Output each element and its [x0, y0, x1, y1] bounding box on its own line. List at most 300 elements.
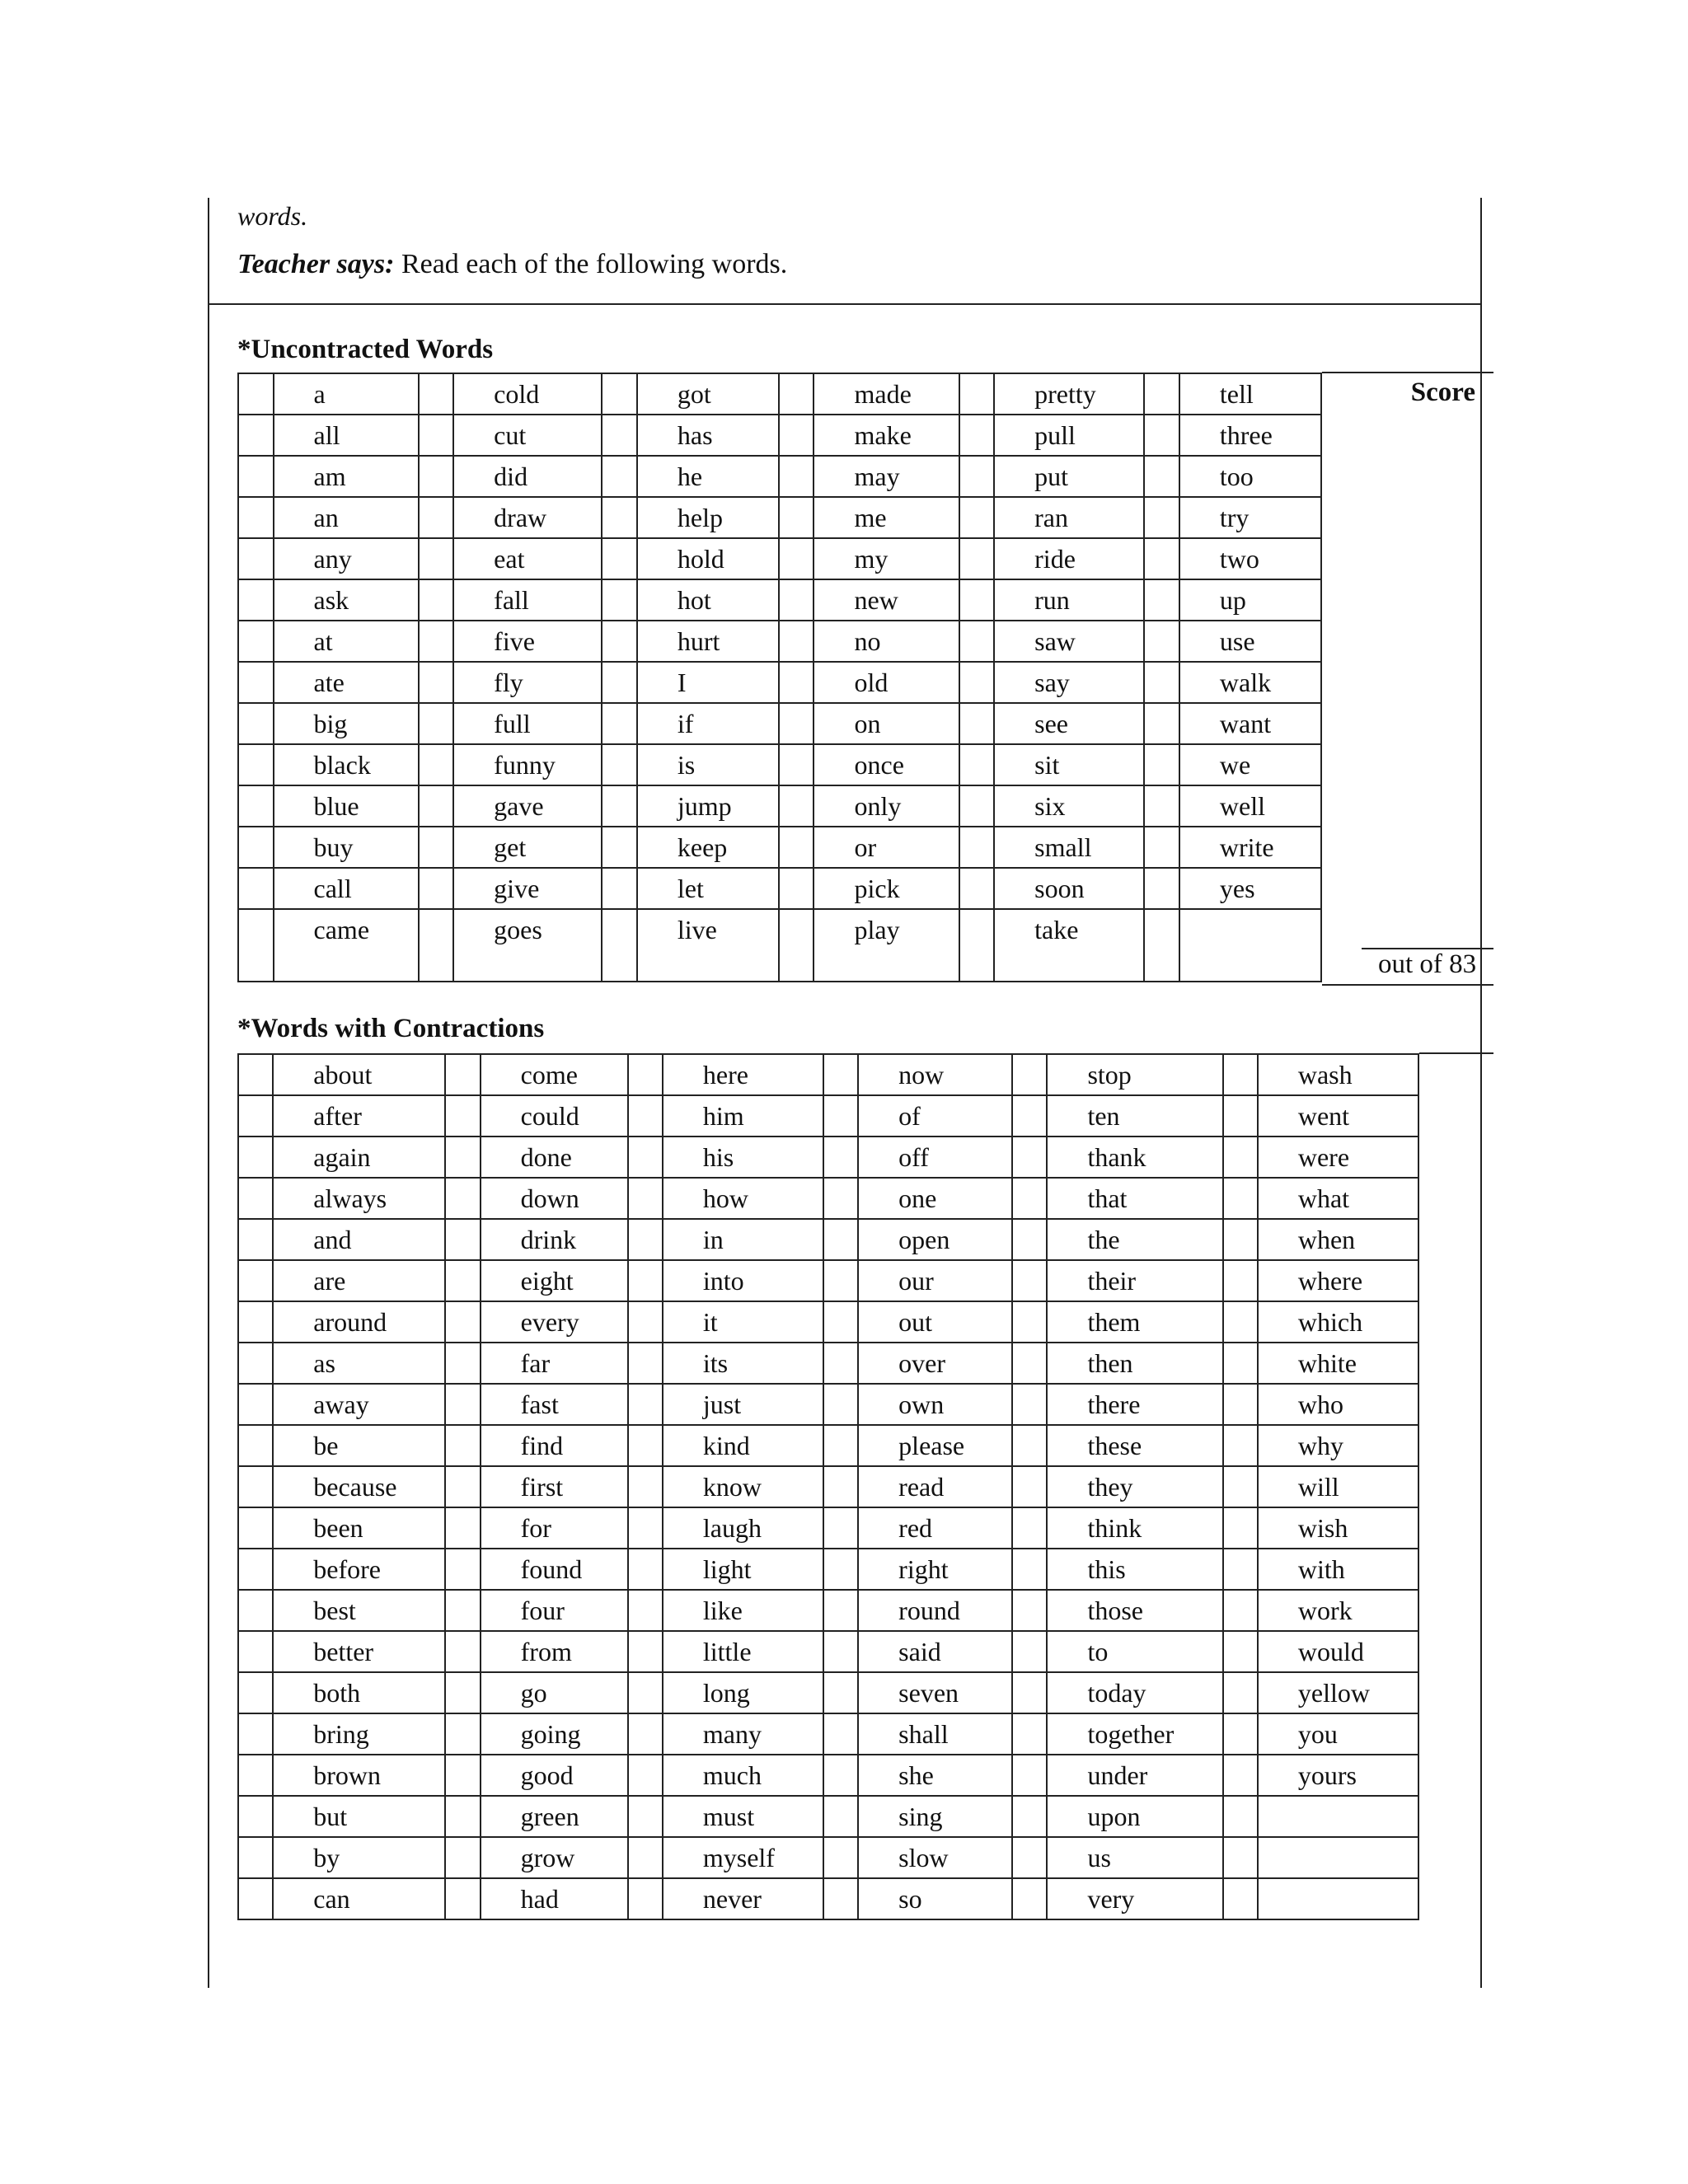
checkbox-cell[interactable] — [238, 373, 274, 415]
checkbox-cell[interactable] — [1223, 1343, 1258, 1384]
checkbox-cell[interactable] — [1144, 662, 1179, 703]
word-cell: is — [637, 744, 779, 785]
checkbox-cell[interactable] — [628, 1507, 663, 1549]
word-cell: put — [994, 456, 1144, 497]
checkbox-cell[interactable] — [823, 1466, 858, 1507]
checkbox-cell[interactable] — [238, 1343, 273, 1384]
word-cell: be — [273, 1425, 445, 1466]
checkbox-cell[interactable] — [238, 868, 274, 909]
checkbox-cell[interactable] — [1144, 868, 1179, 909]
word-cell: its — [663, 1343, 823, 1384]
checkbox-cell[interactable] — [445, 1507, 480, 1549]
word-cell: would — [1258, 1631, 1418, 1672]
checkbox-cell[interactable] — [628, 1137, 663, 1178]
checkbox-cell[interactable] — [238, 1713, 273, 1755]
checkbox-cell[interactable] — [1223, 1549, 1258, 1590]
checkbox-cell[interactable] — [1223, 1178, 1258, 1219]
checkbox-cell[interactable] — [419, 827, 454, 868]
checkbox-cell[interactable] — [1223, 1260, 1258, 1301]
word-cell: today — [1047, 1672, 1222, 1713]
checkbox-cell[interactable] — [1144, 538, 1179, 579]
checkbox-cell[interactable] — [628, 1219, 663, 1260]
word-cell: cold — [453, 373, 602, 415]
checkbox-cell[interactable] — [238, 1878, 273, 1919]
checkbox-cell[interactable] — [238, 621, 274, 662]
checkbox-cell[interactable] — [1223, 1466, 1258, 1507]
checkbox-cell[interactable] — [419, 456, 454, 497]
checkbox-cell[interactable] — [628, 1054, 663, 1095]
uncontracted-table-row — [238, 909, 1321, 982]
word-cell: help — [637, 497, 779, 538]
checkbox-cell[interactable] — [959, 621, 995, 662]
word-cell: ask — [274, 579, 419, 621]
checkbox-cell[interactable] — [445, 1178, 480, 1219]
checkbox-cell[interactable] — [1223, 1796, 1258, 1837]
checkbox-cell[interactable] — [238, 1301, 273, 1343]
checkbox-cell[interactable] — [238, 538, 274, 579]
checkbox-cell[interactable] — [823, 1878, 858, 1919]
checkbox-cell[interactable] — [1012, 1878, 1047, 1919]
checkbox-cell[interactable] — [1144, 456, 1179, 497]
checkbox-cell[interactable] — [959, 497, 995, 538]
word-cell: when — [1258, 1219, 1418, 1260]
checkbox-cell[interactable] — [823, 1837, 858, 1878]
word-cell: there — [1047, 1384, 1222, 1425]
checkbox-cell[interactable] — [445, 1878, 480, 1919]
word-cell — [1258, 1837, 1418, 1878]
checkbox-cell[interactable] — [779, 868, 814, 909]
checkbox-cell[interactable] — [823, 1301, 858, 1343]
contractions-table-row — [238, 1425, 1418, 1466]
checkbox-cell[interactable] — [1012, 1054, 1047, 1095]
word-cell: keep — [637, 827, 779, 868]
checkbox-cell[interactable] — [1144, 373, 1179, 415]
word-cell: ate — [274, 662, 419, 703]
checkbox-cell[interactable] — [602, 785, 637, 827]
checkbox-cell[interactable] — [779, 744, 814, 785]
word-cell: came — [274, 909, 419, 982]
checkbox-cell[interactable] — [238, 827, 274, 868]
checkbox-cell[interactable] — [238, 1466, 273, 1507]
checkbox-cell[interactable] — [445, 1425, 480, 1466]
word-cell: said — [858, 1631, 1012, 1672]
checkbox-cell[interactable] — [238, 1260, 273, 1301]
word-cell: I — [637, 662, 779, 703]
word-cell — [1179, 909, 1321, 982]
word-cell: which — [1258, 1301, 1418, 1343]
checkbox-cell[interactable] — [959, 744, 995, 785]
checkbox-cell[interactable] — [238, 1425, 273, 1466]
checkbox-cell[interactable] — [238, 1384, 273, 1425]
checkbox-cell[interactable] — [628, 1095, 663, 1137]
checkbox-cell[interactable] — [1012, 1219, 1047, 1260]
uncontracted-words-heading: *Uncontracted Words — [237, 335, 494, 364]
word-cell: fall — [453, 579, 602, 621]
checkbox-cell[interactable] — [419, 579, 454, 621]
checkbox-cell[interactable] — [602, 744, 637, 785]
checkbox-cell[interactable] — [779, 415, 814, 456]
word-cell: once — [814, 744, 959, 785]
word-cell: hurt — [637, 621, 779, 662]
checkbox-cell[interactable] — [1223, 1878, 1258, 1919]
word-cell: a — [274, 373, 419, 415]
word-cell: around — [273, 1301, 445, 1343]
checkbox-cell[interactable] — [959, 415, 995, 456]
checkbox-cell[interactable] — [238, 1054, 273, 1095]
checkbox-cell[interactable] — [238, 1796, 273, 1837]
intro-continuation: words. — [237, 201, 308, 231]
word-cell: new — [814, 579, 959, 621]
word-cell — [1258, 1796, 1418, 1837]
word-cell: again — [273, 1137, 445, 1178]
checkbox-cell[interactable] — [1144, 703, 1179, 744]
checkbox-cell[interactable] — [445, 1219, 480, 1260]
checkbox-cell[interactable] — [1144, 579, 1179, 621]
word-cell: live — [637, 909, 779, 982]
checkbox-cell[interactable] — [959, 703, 995, 744]
checkbox-cell[interactable] — [445, 1301, 480, 1343]
word-cell: sit — [994, 744, 1144, 785]
word-cell: wish — [1258, 1507, 1418, 1549]
checkbox-cell[interactable] — [238, 744, 274, 785]
word-cell: under — [1047, 1755, 1222, 1796]
checkbox-cell[interactable] — [779, 456, 814, 497]
word-cell: try — [1179, 497, 1321, 538]
page-frame-left-border — [208, 198, 209, 1988]
checkbox-cell[interactable] — [1144, 497, 1179, 538]
checkbox-cell[interactable] — [959, 827, 995, 868]
checkbox-cell[interactable] — [628, 1672, 663, 1713]
checkbox-cell[interactable] — [628, 1549, 663, 1590]
checkbox-cell[interactable] — [238, 1755, 273, 1796]
checkbox-cell[interactable] — [628, 1878, 663, 1919]
checkbox-cell[interactable] — [1223, 1219, 1258, 1260]
checkbox-cell[interactable] — [238, 456, 274, 497]
checkbox-cell[interactable] — [238, 497, 274, 538]
checkbox-cell[interactable] — [445, 1384, 480, 1425]
checkbox-cell[interactable] — [959, 662, 995, 703]
checkbox-cell[interactable] — [628, 1343, 663, 1384]
checkbox-cell[interactable] — [238, 579, 274, 621]
word-cell: at — [274, 621, 419, 662]
word-cell: run — [994, 579, 1144, 621]
uncontracted-table-row — [238, 373, 1321, 415]
checkbox-cell[interactable] — [628, 1837, 663, 1878]
word-cell: think — [1047, 1507, 1222, 1549]
checkbox-cell[interactable] — [779, 785, 814, 827]
checkbox-cell[interactable] — [1223, 1590, 1258, 1631]
checkbox-cell[interactable] — [1012, 1178, 1047, 1219]
word-cell: for — [481, 1507, 628, 1549]
checkbox-cell[interactable] — [628, 1178, 663, 1219]
checkbox-cell[interactable] — [628, 1631, 663, 1672]
checkbox-cell[interactable] — [419, 662, 454, 703]
word-cell: saw — [994, 621, 1144, 662]
uncontracted-table-row — [238, 827, 1321, 868]
checkbox-cell[interactable] — [1223, 1507, 1258, 1549]
checkbox-cell[interactable] — [823, 1178, 858, 1219]
score-area-top-border — [1322, 372, 1493, 373]
word-cell: know — [663, 1466, 823, 1507]
checkbox-cell[interactable] — [602, 827, 637, 868]
checkbox-cell[interactable] — [445, 1837, 480, 1878]
checkbox-cell[interactable] — [959, 373, 995, 415]
checkbox-cell[interactable] — [823, 1796, 858, 1837]
checkbox-cell[interactable] — [779, 827, 814, 868]
checkbox-cell[interactable] — [445, 1343, 480, 1384]
checkbox-cell[interactable] — [445, 1672, 480, 1713]
checkbox-cell[interactable] — [238, 1095, 273, 1137]
checkbox-cell[interactable] — [602, 538, 637, 579]
checkbox-cell[interactable] — [419, 497, 454, 538]
checkbox-cell[interactable] — [823, 1425, 858, 1466]
checkbox-cell[interactable] — [238, 1549, 273, 1590]
checkbox-cell[interactable] — [238, 703, 274, 744]
checkbox-cell[interactable] — [959, 868, 995, 909]
checkbox-cell[interactable] — [779, 497, 814, 538]
checkbox-cell[interactable] — [1012, 1301, 1047, 1343]
word-cell: fly — [453, 662, 602, 703]
checkbox-cell[interactable] — [823, 1549, 858, 1590]
checkbox-cell[interactable] — [445, 1631, 480, 1672]
word-cell: stop — [1047, 1054, 1222, 1095]
checkbox-cell[interactable] — [238, 415, 274, 456]
word-cell: where — [1258, 1260, 1418, 1301]
uncontracted-table-row — [238, 579, 1321, 621]
checkbox-cell[interactable] — [238, 1137, 273, 1178]
uncontracted-table-row — [238, 415, 1321, 456]
checkbox-cell[interactable] — [419, 373, 454, 415]
checkbox-cell[interactable] — [1223, 1672, 1258, 1713]
checkbox-cell[interactable] — [823, 1054, 858, 1095]
word-cell: say — [994, 662, 1144, 703]
word-cell: with — [1258, 1549, 1418, 1590]
checkbox-cell[interactable] — [779, 373, 814, 415]
contractions-table-row — [238, 1054, 1418, 1095]
checkbox-cell[interactable] — [445, 1549, 480, 1590]
checkbox-cell[interactable] — [445, 1095, 480, 1137]
checkbox-cell[interactable] — [1012, 1755, 1047, 1796]
contractions-table-row — [238, 1672, 1418, 1713]
checkbox-cell[interactable] — [1012, 1343, 1047, 1384]
checkbox-cell[interactable] — [823, 1590, 858, 1631]
checkbox-cell[interactable] — [445, 1590, 480, 1631]
teacher-says-text: Read each of the following words. — [394, 249, 788, 279]
checkbox-cell[interactable] — [628, 1590, 663, 1631]
word-cell: got — [637, 373, 779, 415]
contractions-words-table — [237, 1053, 1419, 1920]
checkbox-cell[interactable] — [823, 1137, 858, 1178]
word-cell: myself — [663, 1837, 823, 1878]
checkbox-cell[interactable] — [823, 1631, 858, 1672]
checkbox-cell[interactable] — [445, 1260, 480, 1301]
word-cell: that — [1047, 1178, 1222, 1219]
checkbox-cell[interactable] — [1012, 1095, 1047, 1137]
checkbox-cell[interactable] — [1223, 1384, 1258, 1425]
checkbox-cell[interactable] — [445, 1796, 480, 1837]
word-cell: then — [1047, 1343, 1222, 1384]
checkbox-cell[interactable] — [1223, 1837, 1258, 1878]
word-cell: thank — [1047, 1137, 1222, 1178]
checkbox-cell[interactable] — [1144, 785, 1179, 827]
checkbox-cell[interactable] — [1223, 1631, 1258, 1672]
checkbox-cell[interactable] — [238, 1672, 273, 1713]
checkbox-cell[interactable] — [1223, 1054, 1258, 1095]
checkbox-cell[interactable] — [1012, 1466, 1047, 1507]
checkbox-cell[interactable] — [1012, 1260, 1047, 1301]
checkbox-cell[interactable] — [1144, 621, 1179, 662]
checkbox-cell[interactable] — [959, 785, 995, 827]
checkbox-cell[interactable] — [419, 868, 454, 909]
checkbox-cell[interactable] — [1223, 1755, 1258, 1796]
word-cell: his — [663, 1137, 823, 1178]
checkbox-cell[interactable] — [779, 662, 814, 703]
word-cell: by — [273, 1837, 445, 1878]
checkbox-cell[interactable] — [628, 1384, 663, 1425]
checkbox-cell[interactable] — [238, 662, 274, 703]
checkbox-cell[interactable] — [823, 1713, 858, 1755]
word-cell: me — [814, 497, 959, 538]
word-cell: hot — [637, 579, 779, 621]
checkbox-cell[interactable] — [1012, 1137, 1047, 1178]
checkbox-cell[interactable] — [445, 1755, 480, 1796]
checkbox-cell[interactable] — [419, 415, 454, 456]
checkbox-cell[interactable] — [1012, 1425, 1047, 1466]
checkbox-cell[interactable] — [1012, 1631, 1047, 1672]
checkbox-cell[interactable] — [959, 579, 995, 621]
score-area-bottom-border — [1322, 984, 1493, 986]
checkbox-cell[interactable] — [628, 1260, 663, 1301]
checkbox-cell[interactable] — [419, 744, 454, 785]
checkbox-cell[interactable] — [1012, 1837, 1047, 1878]
checkbox-cell[interactable] — [1012, 1796, 1047, 1837]
word-cell: all — [274, 415, 419, 456]
checkbox-cell[interactable] — [602, 373, 637, 415]
word-cell: open — [858, 1219, 1012, 1260]
checkbox-cell[interactable] — [823, 1219, 858, 1260]
checkbox-cell[interactable] — [238, 1631, 273, 1672]
checkbox-cell[interactable] — [238, 1590, 273, 1631]
checkbox-cell[interactable] — [628, 1796, 663, 1837]
checkbox-cell[interactable] — [959, 456, 995, 497]
word-cell: full — [453, 703, 602, 744]
checkbox-cell[interactable] — [779, 703, 814, 744]
word-cell: going — [481, 1713, 628, 1755]
word-cell: far — [481, 1343, 628, 1384]
word-cell: you — [1258, 1713, 1418, 1755]
checkbox-cell[interactable] — [602, 456, 637, 497]
checkbox-cell[interactable] — [628, 1425, 663, 1466]
checkbox-cell[interactable] — [1144, 827, 1179, 868]
word-cell: many — [663, 1713, 823, 1755]
checkbox-cell[interactable] — [602, 621, 637, 662]
checkbox-cell[interactable] — [1012, 1507, 1047, 1549]
contractions-table-row — [238, 1219, 1418, 1260]
checkbox-cell[interactable] — [1144, 909, 1179, 982]
checkbox-cell[interactable] — [602, 415, 637, 456]
checkbox-cell[interactable] — [1223, 1137, 1258, 1178]
word-cell: are — [273, 1260, 445, 1301]
checkbox-cell[interactable] — [628, 1466, 663, 1507]
word-cell: light — [663, 1549, 823, 1590]
checkbox-cell[interactable] — [1012, 1384, 1047, 1425]
checkbox-cell[interactable] — [779, 579, 814, 621]
word-cell: eight — [481, 1260, 628, 1301]
checkbox-cell[interactable] — [779, 909, 814, 982]
checkbox-cell[interactable] — [445, 1054, 480, 1095]
checkbox-cell[interactable] — [419, 785, 454, 827]
checkbox-cell[interactable] — [238, 1507, 273, 1549]
checkbox-cell[interactable] — [238, 1837, 273, 1878]
checkbox-cell[interactable] — [602, 579, 637, 621]
checkbox-cell[interactable] — [628, 1301, 663, 1343]
word-cell: use — [1179, 621, 1321, 662]
checkbox-cell[interactable] — [602, 662, 637, 703]
checkbox-cell[interactable] — [959, 538, 995, 579]
checkbox-cell[interactable] — [823, 1095, 858, 1137]
checkbox-cell[interactable] — [1012, 1672, 1047, 1713]
checkbox-cell[interactable] — [238, 1178, 273, 1219]
word-cell: write — [1179, 827, 1321, 868]
checkbox-cell[interactable] — [238, 909, 274, 982]
checkbox-cell[interactable] — [1144, 744, 1179, 785]
checkbox-cell[interactable] — [628, 1713, 663, 1755]
checkbox-cell[interactable] — [238, 1219, 273, 1260]
checkbox-cell[interactable] — [959, 909, 995, 982]
checkbox-cell[interactable] — [1012, 1549, 1047, 1590]
checkbox-cell[interactable] — [823, 1507, 858, 1549]
checkbox-cell[interactable] — [602, 497, 637, 538]
word-cell: want — [1179, 703, 1321, 744]
checkbox-cell[interactable] — [238, 785, 274, 827]
checkbox-cell[interactable] — [602, 868, 637, 909]
checkbox-cell[interactable] — [1223, 1713, 1258, 1755]
checkbox-cell[interactable] — [823, 1672, 858, 1713]
word-cell: go — [481, 1672, 628, 1713]
contractions-table-row — [238, 1178, 1418, 1219]
checkbox-cell[interactable] — [1144, 415, 1179, 456]
checkbox-cell[interactable] — [1223, 1425, 1258, 1466]
checkbox-cell[interactable] — [445, 1466, 480, 1507]
checkbox-cell[interactable] — [1223, 1095, 1258, 1137]
checkbox-cell[interactable] — [779, 621, 814, 662]
word-cell: green — [481, 1796, 628, 1837]
checkbox-cell[interactable] — [628, 1755, 663, 1796]
checkbox-cell[interactable] — [602, 909, 637, 982]
checkbox-cell[interactable] — [1223, 1301, 1258, 1343]
checkbox-cell[interactable] — [1012, 1590, 1047, 1631]
contractions-table-row — [238, 1384, 1418, 1425]
checkbox-cell[interactable] — [419, 909, 454, 982]
checkbox-cell[interactable] — [602, 703, 637, 744]
checkbox-cell[interactable] — [1012, 1713, 1047, 1755]
checkbox-cell[interactable] — [419, 703, 454, 744]
checkbox-cell[interactable] — [445, 1137, 480, 1178]
checkbox-cell[interactable] — [823, 1260, 858, 1301]
word-cell: into — [663, 1260, 823, 1301]
checkbox-cell[interactable] — [823, 1343, 858, 1384]
checkbox-cell[interactable] — [419, 538, 454, 579]
checkbox-cell[interactable] — [823, 1384, 858, 1425]
word-cell: our — [858, 1260, 1012, 1301]
checkbox-cell[interactable] — [419, 621, 454, 662]
word-cell: pretty — [994, 373, 1144, 415]
checkbox-cell[interactable] — [445, 1713, 480, 1755]
word-cell: ride — [994, 538, 1144, 579]
checkbox-cell[interactable] — [779, 538, 814, 579]
checkbox-cell[interactable] — [823, 1755, 858, 1796]
score-total: out of 83 — [1378, 949, 1477, 979]
